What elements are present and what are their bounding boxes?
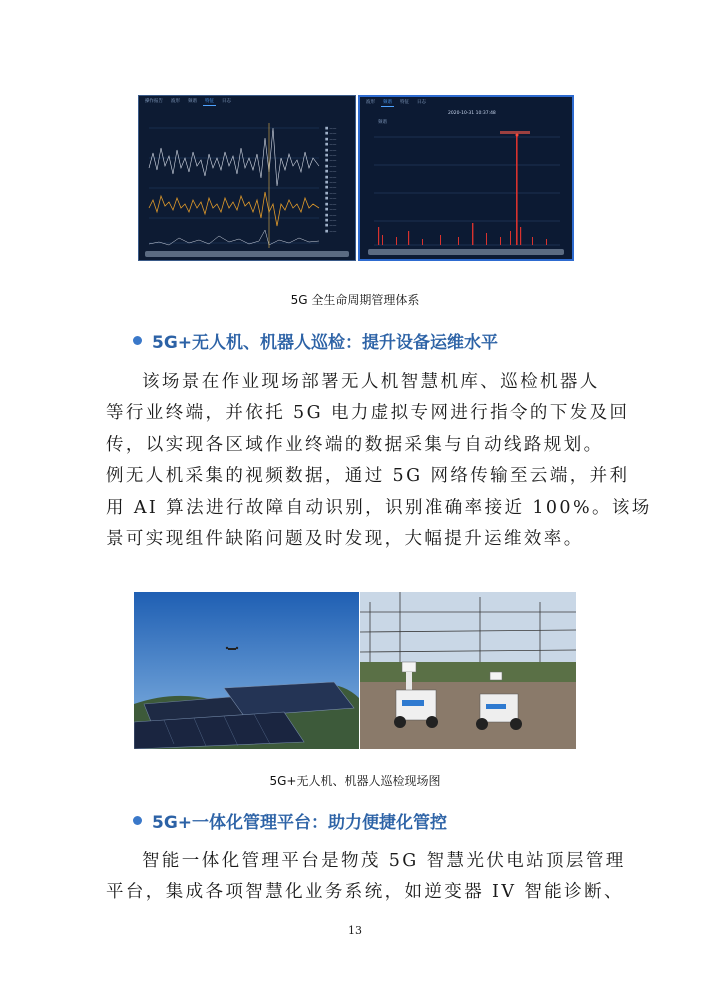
paragraph-line: 该场景在作业现场部署无人机智慧机库、巡检机器人	[142, 372, 600, 392]
tab-log: 日志	[222, 99, 231, 104]
spectrum-tab-bar	[360, 97, 572, 109]
paragraph-line: 智能一体化管理平台是物茂 5G 智慧光伏电站顶层管理	[142, 851, 626, 871]
section2-paragraph	[106, 846, 626, 909]
paragraph-line: 等行业终端，并依托 5G 电力虚拟专网进行指令的下发及回	[106, 403, 630, 424]
section1-bullet	[133, 336, 142, 345]
waveform-series-white	[149, 128, 319, 186]
paragraph-line: 例无人机采集的视频数据，通过 5G 网络传输至云端，并利	[106, 466, 630, 487]
figure1-caption: 5G 全生命周期管理体系	[290, 293, 420, 307]
paragraph-line: 平台，集成各项智慧化业务系统，如逆变器 IV 智能诊断、	[106, 882, 624, 903]
tab-operation-report: 操作报告	[145, 99, 163, 104]
tab-log-2: 日志	[417, 100, 426, 105]
tab-waveform: 波形	[171, 99, 180, 104]
section1-heading: 5G+无人机、机器人巡检：提升设备运维水平	[152, 333, 499, 353]
section2-heading: 5G+一体化管理平台：助力便捷化管控	[152, 813, 448, 833]
dashboard-spectrum-panel	[358, 95, 574, 261]
spectrum-chart	[360, 127, 572, 259]
robot-substation-illustration	[360, 592, 576, 749]
spectrum-peaks	[378, 135, 547, 245]
waveform-series-orange	[149, 192, 319, 226]
waveform-tab-bar	[139, 96, 355, 108]
paragraph-line: 景可实现组件缺陷问题及时发现，大幅提升运维效率。	[106, 529, 584, 550]
page-number: 13	[348, 924, 362, 937]
timeline-scrollbar	[145, 251, 349, 257]
paragraph-line: 传，以实现各区域作业终端的数据采集与自动线路规划。	[106, 434, 604, 455]
tab-spectrum-2: 频谱	[383, 100, 392, 105]
waveform-legend: ■ —— ■ —— ■ —— ■ —— ■ —— ■ —— ■ —— ■ —— ■ —— ■ —— ■ —— ■ —— ■ —— ■ —— ■ —— ■ —— ■ —— ■ —— ■ —— ■ ——	[325, 126, 337, 233]
drone-solar-photo	[134, 592, 359, 749]
spectrum-timestamp: 2020-10-31 10:37:48	[448, 111, 496, 116]
tab-spectrum: 频谱	[188, 99, 197, 104]
tab-feature-2: 特征	[400, 100, 409, 105]
inspection-robot-photo	[360, 592, 576, 749]
tab-waveform-2: 波形	[366, 100, 375, 105]
section2-bullet	[133, 816, 142, 825]
waveform-chart	[139, 108, 355, 260]
spectrum-label: 频谱	[378, 120, 387, 125]
tab-feature: 特征	[205, 99, 214, 104]
section1-paragraph	[106, 367, 652, 555]
dashboard-waveform-panel	[138, 95, 356, 261]
drone-solar-illustration	[134, 592, 359, 749]
spectrum-scrollbar	[368, 249, 564, 255]
figure2-caption: 5G+无人机、机器人巡检现场图	[269, 774, 441, 788]
paragraph-line: 用 AI 算法进行故障自动识别，识别准确率接近 100%。该场	[106, 497, 652, 518]
